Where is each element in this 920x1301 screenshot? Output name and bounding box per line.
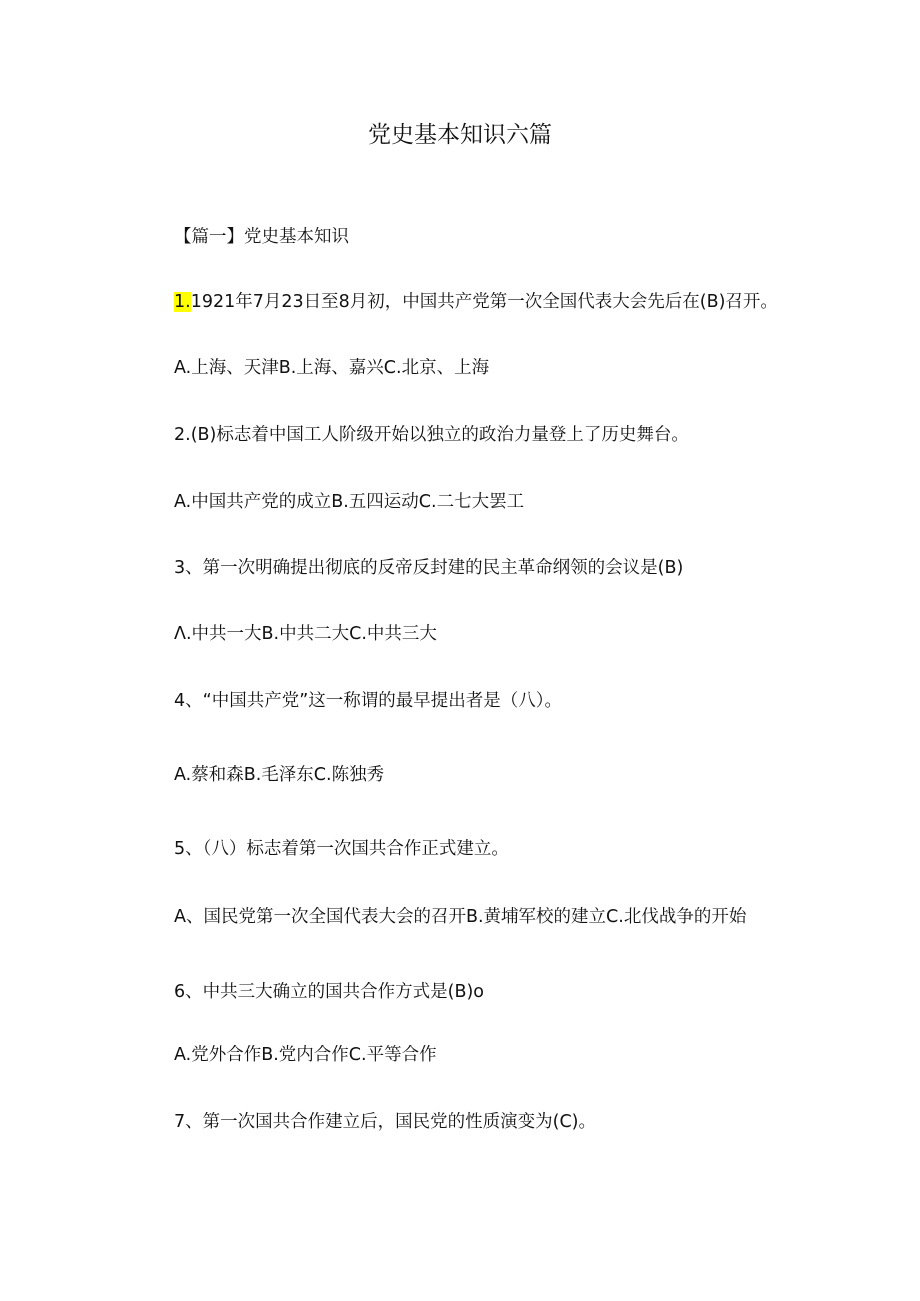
section-heading: 【篇一】党史基本知识 [174, 227, 349, 247]
document-title: 党史基本知识六篇 [368, 122, 552, 148]
question-4: 4、“中国共产党”这一称谓的最早提出者是（八）。 [174, 691, 563, 711]
question-6-options: A.党外合作B.党内合作C.平等合作 [174, 1045, 437, 1065]
question-3: 3、第一次明确提出彻底的反帝反封建的民主革命纲领的会议是(B) [174, 558, 684, 578]
question-7: 7、第一次国共合作建立后，国民党的性质演变为(C)。 [174, 1112, 597, 1132]
question-5-options: A、国民党第一次全国代表大会的召开B.黄埔军校的建立C.北伐战争的开始 [174, 907, 747, 927]
question-5: 5、（八）标志着第一次国共合作正式建立。 [174, 839, 509, 859]
question-4-options: A.蔡和森B.毛泽东C.陈独秀 [174, 765, 385, 785]
highlighted-question-number: 1. [174, 292, 191, 312]
question-2: 2.(B)标志着中国工人阶级开始以独立的政治力量登上了历史舞台。 [174, 425, 689, 445]
question-1-options: A.上海、天津B.上海、嘉兴C.北京、上海 [174, 358, 490, 378]
question-3-options: Λ.中共一大B.中共二大C.中共三大 [174, 624, 437, 644]
question-1 [174, 290, 778, 314]
question-6: 6、中共三大确立的国共合作方式是(B)o [174, 982, 485, 1002]
question-1-text: 1921年7月23日至8月初，中国共产党第一次全国代表大会先后在(B)召开。 [190, 292, 778, 312]
question-2-options: A.中国共产党的成立B.五四运动C.二七大罢工 [174, 492, 525, 512]
